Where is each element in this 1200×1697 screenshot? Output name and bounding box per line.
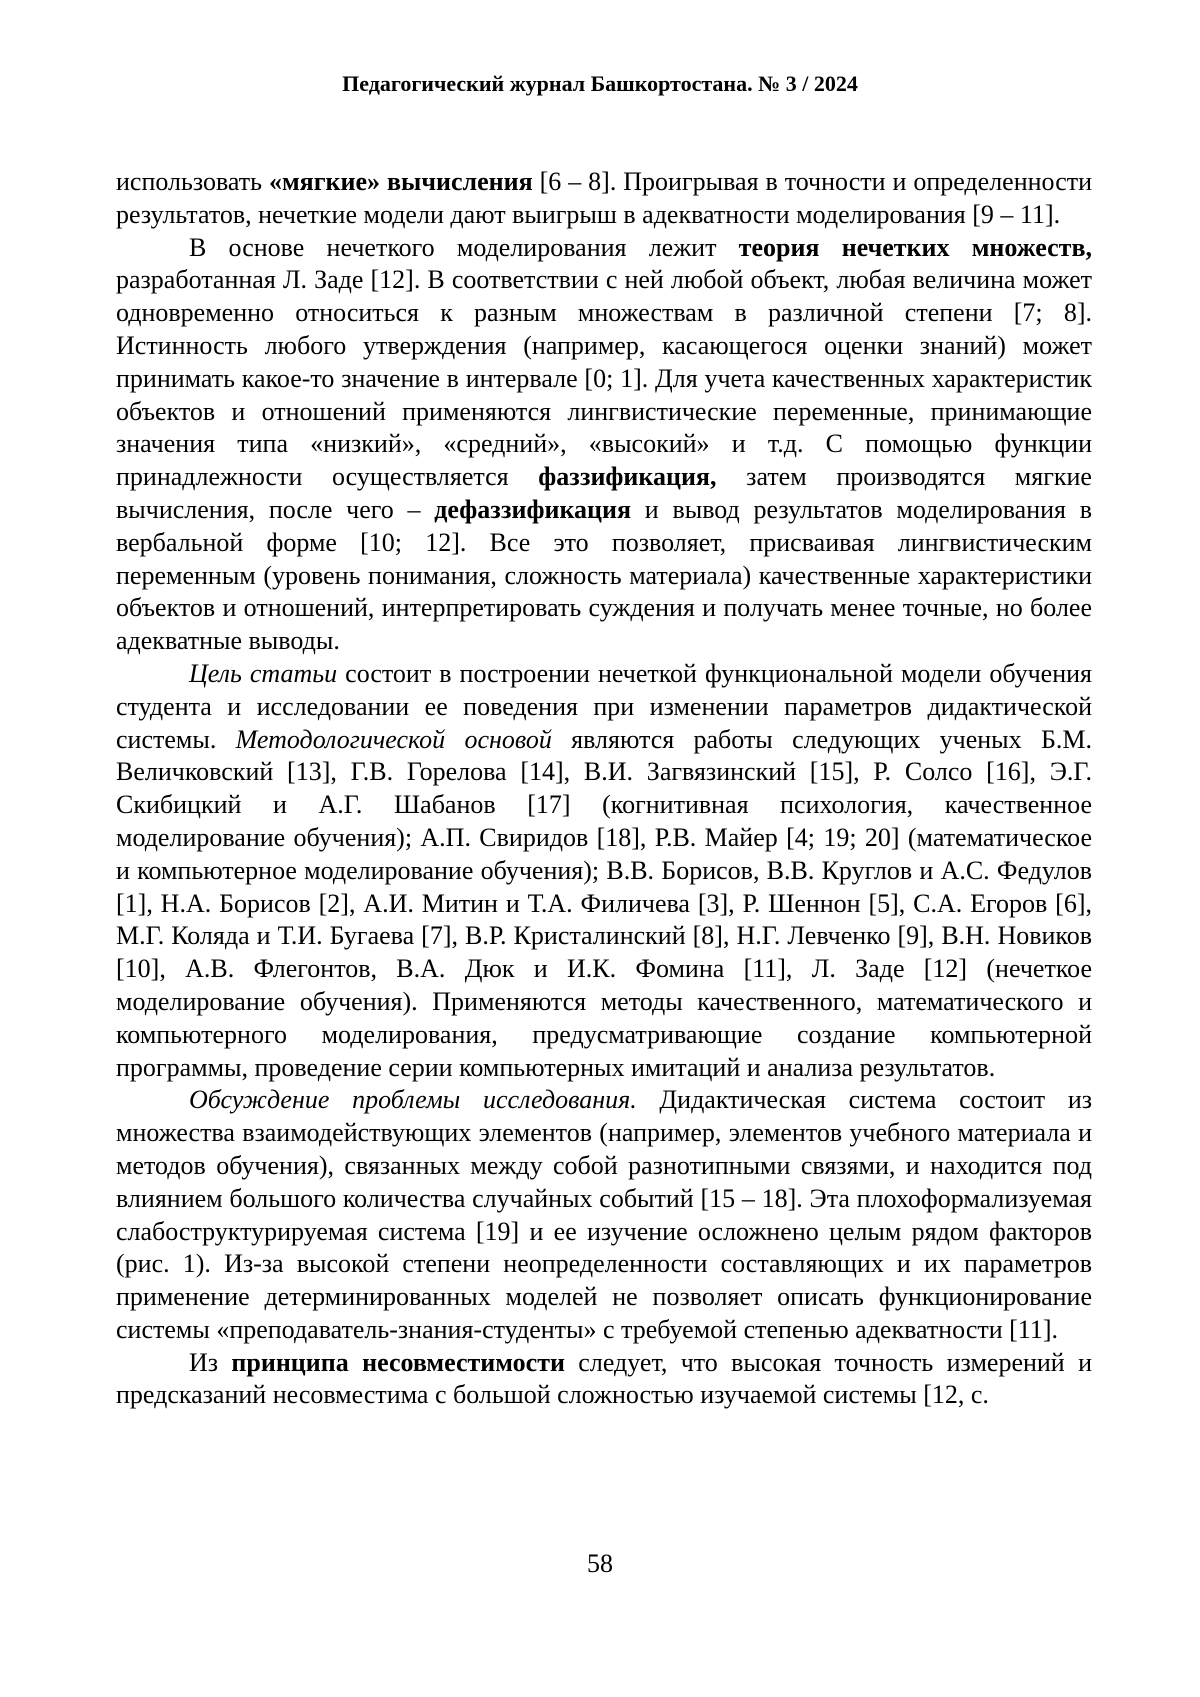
text-run: и вывод результатов моделирования в вербальной форме [10; 12]. Все это позволяет, присваивая лингвистическим переменным (уровень понимания, сложность материала) качественные характеристики объектов и отношений, интерпретировать суждения и получать менее точные, но более адекватные выводы. [116, 495, 1092, 655]
text-run: Из [189, 1348, 231, 1377]
text-run: являются работы следующих ученых Б.М. Величковский [13], Г.В. Горелова [14], В.И. Загвязинский [15], Р. Солсо [16], Э.Г. Скибицкий и А.Г. Шабанов [17] (когнитивная психология, качественное моделирование обучения); А.П. Свиридов [18], Р.В. Майер [4; 19; 20] (математическое и компьютерное моделирование обучения); В.В. Борисов, В.В. Круглов и А.С. Федулов [1], Н.А. Борисов [2], А.И. Митин и Т.А. Филичева [3], Р. Шеннон [5], С.А. Егоров [6], М.Г. Коляда и Т.И. Бугаева [7], В.Р. Кристалинский [8], Н.Г. Левченко [9], В.Н. Новиков [10], А.В. Флегонтов, В.А. Дюк и И.К. Фомина [11], Л. Заде [12] (нечеткое моделирование обучения). Применяются методы качественного, математического и компьютерного моделирования, предусматривающие создание компьютерной программы, проведение серии компьютерных имитаций и анализа результатов. [116, 725, 1092, 1082]
article-body [116, 166, 1092, 1412]
paragraph-problem-discussion [116, 1084, 1092, 1346]
text-run: В основе нечеткого моделирования лежит [189, 233, 739, 262]
text-run: разработанная Л. Заде [12]. В соответствии с ней любой объект, любая величина может одновременно относиться к разным множествам в различной степени [7; 8]. Истинность любого утверждения (например, касающегося оценки знаний) может принимать какое-то значение в интервале [0; 1]. Для учета качественных характеристик объектов и отношений применяются лингвистические переменные, принимающие значения типа «низкий», «средний», «высокий» и т.д. С помощью функции принадлежности осуществляется [116, 265, 1092, 491]
term-fuzzy-set-theory: теория нечетких множеств, [739, 233, 1092, 262]
label-methodology: Методологической основой [236, 725, 552, 754]
text-run: состоит в построении нечеткой функциональной модели обучения студента и исследовании ее поведения при изменении параметров дидактической системы. [116, 659, 1092, 754]
label-article-goal: Цель статьи [189, 659, 337, 688]
term-fuzzification: фаззификация, [538, 462, 716, 491]
paragraph-incompatibility [116, 1347, 1092, 1413]
term-incompatibility-principle: принципа несовместимости [231, 1348, 565, 1377]
term-soft-computing: «мягкие» вычисления [269, 167, 533, 196]
paragraph-fuzzy-sets [116, 232, 1092, 658]
page-number: 58 [0, 1549, 1200, 1579]
text-run: использовать [116, 167, 269, 196]
term-defuzzification: дефаззификация [434, 495, 631, 524]
paragraph-article-goal [116, 658, 1092, 1084]
journal-header: Педагогический журнал Башкортостана. № 3 / 2024 [0, 70, 1200, 98]
text-run: затем производятся мягкие вычисления, после чего – [116, 462, 1092, 524]
text-run: Дидактическая система состоит из множества взаимодействующих элементов (например, элементов учебного материала и методов обучения), связанных между собой разнотипными связями, и находится под влиянием большого количества случайных событий [15 – 18]. Эта плохоформализуемая слабоструктурируемая система [19] и ее изучение осложнено целым рядом факторов (рис. 1). Из-за высокой степени неопределенности составляющих и их параметров применение детерминированных моделей не позволяет описать функционирование системы «преподаватель-знания-студенты» с требуемой степенью адекватности [11]. [116, 1085, 1092, 1344]
text-run: [6 – 8]. Проигрывая в точности и определенности результатов, нечеткие модели дают выигрыш в адекватности моделирования [9 – 11]. [116, 167, 1092, 229]
text-run: следует, что высокая точность измерений и предсказаний несовместима с большой сложностью изучаемой системы [12, с. [116, 1348, 1092, 1410]
paragraph-soft-computing [116, 166, 1092, 232]
label-problem-discussion: Обсуждение проблемы исследования. [189, 1085, 637, 1114]
